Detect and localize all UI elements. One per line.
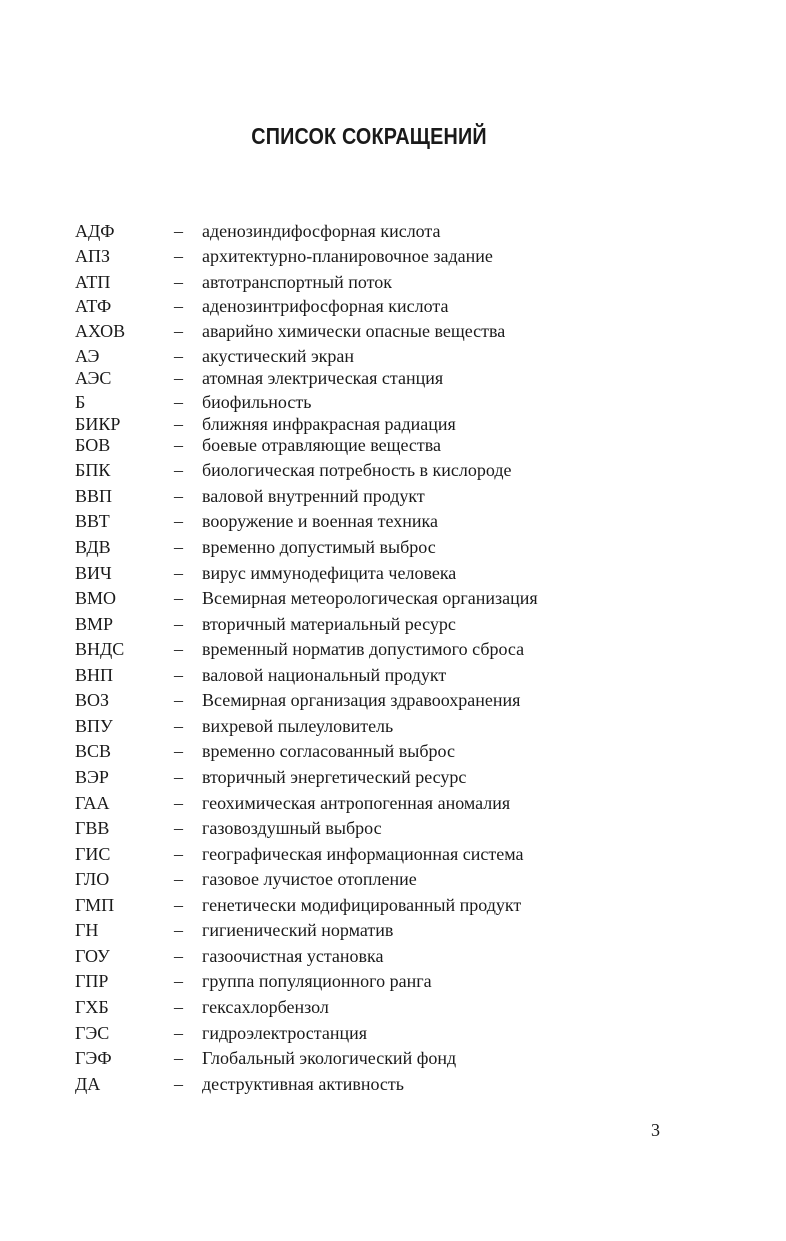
abbreviation-definition: атомная электрическая станция [202, 368, 444, 388]
abbreviation-definition: геохимическая антропогенная аномалия [202, 793, 511, 813]
abbreviation: ВМР [75, 614, 114, 634]
abbreviation: БИКР [75, 414, 121, 434]
abbreviation-row [0, 413, 700, 435]
abbreviation-definition: газовоздушный выброс [202, 818, 382, 838]
abbreviation-row [0, 1073, 700, 1095]
dash-separator: – [174, 741, 183, 761]
abbreviation: ВСВ [75, 741, 112, 761]
abbreviation-definition: биологическая потребность в кислороде [202, 460, 512, 480]
abbreviation-row [0, 485, 700, 507]
abbreviation-row [0, 345, 700, 367]
abbreviation-row [0, 613, 700, 635]
abbreviation: ГПР [75, 971, 109, 991]
abbreviation: ГМП [75, 895, 115, 915]
abbreviation: ГН [75, 920, 99, 940]
abbreviation-definition: временно согласованный выброс [202, 741, 455, 761]
dash-separator: – [174, 486, 183, 506]
abbreviation-definition: Глобальный экологический фонд [202, 1048, 457, 1068]
abbreviation: АДФ [75, 221, 115, 241]
dash-separator: – [174, 895, 183, 915]
abbreviation: АТП [75, 272, 111, 292]
dash-separator: – [174, 946, 183, 966]
abbreviation-row [0, 1022, 700, 1044]
abbreviation-definition: гексахлорбензол [202, 997, 329, 1017]
abbreviation-row [0, 587, 700, 609]
abbreviation-definition: ближняя инфракрасная радиация [202, 414, 456, 434]
dash-separator: – [174, 296, 183, 316]
abbreviation-row [0, 715, 700, 737]
abbreviation-row [0, 391, 700, 413]
dash-separator: – [174, 844, 183, 864]
abbreviation-row [0, 894, 700, 916]
abbreviation-definition: вихревой пылеуловитель [202, 716, 394, 736]
abbreviation-definition: вторичный материальный ресурс [202, 614, 456, 634]
abbreviation: ГЭС [75, 1023, 110, 1043]
abbreviation-row [0, 945, 700, 967]
abbreviation-definition: газоочистная установка [202, 946, 384, 966]
abbreviation: АТФ [75, 296, 112, 316]
abbreviation-row [0, 271, 700, 293]
abbreviation: ВИЧ [75, 563, 112, 583]
dash-separator: – [174, 716, 183, 736]
abbreviation-definition: боевые отравляющие вещества [202, 435, 442, 455]
abbreviation-row [0, 220, 700, 242]
dash-separator: – [174, 368, 183, 388]
abbreviation-row [0, 434, 700, 456]
abbreviation-row [0, 510, 700, 532]
abbreviation-definition: архитектурно-планировочное задание [202, 246, 493, 266]
abbreviation: ДА [75, 1074, 101, 1094]
dash-separator: – [174, 246, 183, 266]
abbreviation-definition: автотранспортный поток [202, 272, 393, 292]
abbreviation-definition: временно допустимый выброс [202, 537, 436, 557]
dash-separator: – [174, 1048, 183, 1068]
dash-separator: – [174, 272, 183, 292]
dash-separator: – [174, 869, 183, 889]
abbreviation: ВВП [75, 486, 113, 506]
abbreviation-row [0, 1047, 700, 1069]
abbreviation-row [0, 919, 700, 941]
abbreviation-row [0, 970, 700, 992]
abbreviation-definition: газовое лучистое отопление [202, 869, 417, 889]
dash-separator: – [174, 588, 183, 608]
abbreviation: ВПУ [75, 716, 113, 736]
abbreviation: БОВ [75, 435, 111, 455]
abbreviation: ГЭФ [75, 1048, 112, 1068]
abbreviation: ГАА [75, 793, 110, 813]
abbreviation-row [0, 295, 700, 317]
abbreviation-row [0, 664, 700, 686]
abbreviation-row [0, 817, 700, 839]
abbreviation-definition: вторичный энергетический ресурс [202, 767, 467, 787]
abbreviation-definition: гигиенический норматив [202, 920, 394, 940]
abbreviation-definition: аденозиндифосфорная кислота [202, 221, 441, 241]
abbreviation-definition: вооружение и военная техника [202, 511, 438, 531]
dash-separator: – [174, 665, 183, 685]
abbreviation: ГЛО [75, 869, 110, 889]
abbreviation: АЭ [75, 346, 100, 366]
abbreviation-row [0, 843, 700, 865]
abbreviation-row [0, 792, 700, 814]
abbreviation-definition: временный норматив допустимого сброса [202, 639, 525, 659]
abbreviation-definition: генетически модифицированный продукт [202, 895, 522, 915]
abbreviation-definition: группа популяционного ранга [202, 971, 432, 991]
abbreviation: ГОУ [75, 946, 110, 966]
abbreviation-definition: Всемирная организация здравоохранения [202, 690, 521, 710]
dash-separator: – [174, 614, 183, 634]
abbreviation: АХОВ [75, 321, 126, 341]
dash-separator: – [174, 1023, 183, 1043]
abbreviation: ВНП [75, 665, 114, 685]
dash-separator: – [174, 920, 183, 940]
dash-separator: – [174, 221, 183, 241]
abbreviation-definition: аварийно химически опасные вещества [202, 321, 506, 341]
dash-separator: – [174, 563, 183, 583]
abbreviation-row [0, 562, 700, 584]
dash-separator: – [174, 435, 183, 455]
abbreviation: ГХБ [75, 997, 109, 1017]
abbreviation: ВМО [75, 588, 117, 608]
abbreviation-row [0, 320, 700, 342]
abbreviation: АПЗ [75, 246, 111, 266]
abbreviation-definition: аденозинтрифосфорная кислота [202, 296, 449, 316]
abbreviation-row [0, 536, 700, 558]
abbreviation-definition: деструктивная активность [202, 1074, 404, 1094]
abbreviation: ВВТ [75, 511, 110, 531]
abbreviation: ВЭР [75, 767, 109, 787]
dash-separator: – [174, 321, 183, 341]
abbreviation-row [0, 868, 700, 890]
dash-separator: – [174, 690, 183, 710]
abbreviation: ВНДС [75, 639, 125, 659]
abbreviation-definition: вирус иммунодефицита человека [202, 563, 457, 583]
dash-separator: – [174, 997, 183, 1017]
abbreviation-row [0, 245, 700, 267]
abbreviation-definition: акустический экран [202, 346, 355, 366]
abbreviation-definition: валовой национальный продукт [202, 665, 447, 685]
dash-separator: – [174, 1074, 183, 1094]
abbreviation: БПК [75, 460, 111, 480]
abbreviation: АЭС [75, 368, 112, 388]
dash-separator: – [174, 414, 183, 434]
dash-separator: – [174, 818, 183, 838]
abbreviation: ГВВ [75, 818, 110, 838]
abbreviation-row [0, 367, 700, 389]
abbreviation-row [0, 638, 700, 660]
dash-separator: – [174, 971, 183, 991]
page-number: 3 [651, 1120, 660, 1140]
abbreviation-row [0, 766, 700, 788]
dash-separator: – [174, 346, 183, 366]
abbreviation: ВОЗ [75, 690, 110, 710]
abbreviation: Б [75, 392, 86, 412]
dash-separator: – [174, 639, 183, 659]
abbreviation-definition: Всемирная метеорологическая организация [202, 588, 538, 608]
dash-separator: – [174, 793, 183, 813]
abbreviation-row [0, 740, 700, 762]
dash-separator: – [174, 537, 183, 557]
dash-separator: – [174, 460, 183, 480]
abbreviation-row [0, 459, 700, 481]
abbreviation: ВДВ [75, 537, 111, 557]
page-title: СПИСОК СОКРАЩЕНИЙ [251, 123, 487, 150]
abbreviation-definition: географическая информационная система [202, 844, 524, 864]
abbreviation-definition: биофильность [202, 392, 312, 412]
abbreviation-definition: валовой внутренний продукт [202, 486, 425, 506]
abbreviation-row [0, 689, 700, 711]
dash-separator: – [174, 511, 183, 531]
dash-separator: – [174, 392, 183, 412]
dash-separator: – [174, 767, 183, 787]
abbreviation: ГИС [75, 844, 111, 864]
abbreviation-definition: гидроэлектростанция [202, 1023, 368, 1043]
abbreviation-row [0, 996, 700, 1018]
